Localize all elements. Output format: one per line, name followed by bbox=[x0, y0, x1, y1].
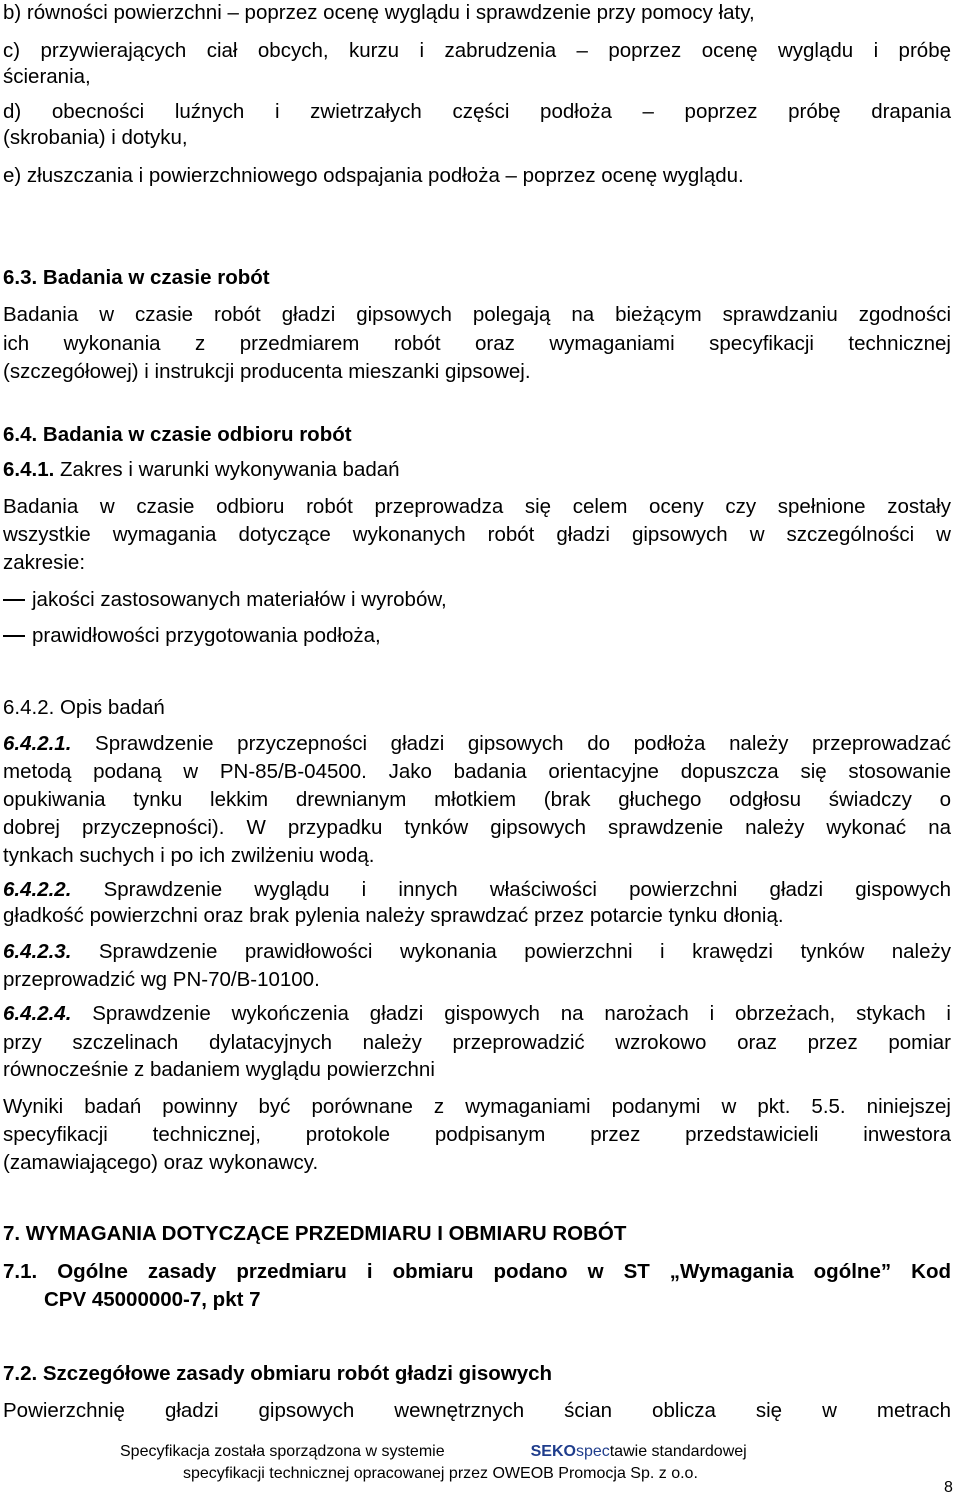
item-number: 6.4.2.4. bbox=[3, 1002, 72, 1025]
bullet-dash bbox=[3, 635, 25, 637]
footer-line-1 bbox=[120, 1444, 747, 1460]
paragraph-line bbox=[3, 942, 951, 963]
list-item-e: e) złuszczania i powierzchniowego odspajania podłoża – poprzez ocenę wyglądu. bbox=[3, 164, 744, 187]
paragraph-line: (szczegółowej) i instrukcji producenta mieszanki gipsowej. bbox=[3, 360, 531, 383]
paragraph-line: (zamawiającego) oraz wykonawcy. bbox=[3, 1151, 319, 1174]
item-number: 6.4.2.1. bbox=[3, 732, 72, 755]
subsection-heading-6-4-2: 6.4.2. Opis badań bbox=[3, 696, 165, 719]
section-heading-6-4: 6.4. Badania w czasie odbioru robót bbox=[3, 423, 352, 446]
page-number: 8 bbox=[944, 1479, 953, 1496]
subsection-title: Zakres i warunki wykonywania badań bbox=[54, 458, 400, 481]
list-item-c: c) przywierających ciał obcych, kurzu i zabrudzenia – poprzez ocenę wyglądu i próbę bbox=[3, 39, 951, 62]
paragraph-line bbox=[3, 1004, 951, 1025]
footer-text: tawie standardowej bbox=[609, 1443, 747, 1460]
item-text: Sprawdzenie wykończenia gładzi gispowych na narożach i obrzeżach, stykach i bbox=[71, 1002, 951, 1025]
subsection-number: 6.4.1. bbox=[3, 458, 55, 481]
footer-text: Specyfikacja została sporządzona w systemie bbox=[120, 1443, 445, 1460]
item-text: Sprawdzenie prawidłowości wykonania powierzchni i krawędzi tynków należy bbox=[71, 940, 951, 963]
paragraph-line: Badania w czasie robót gładzi gipsowych polegają na bieżącym sprawdzaniu zgodności bbox=[3, 303, 951, 326]
bullet-dash bbox=[3, 599, 25, 601]
list-item-d-cont: (skrobania) i dotyku, bbox=[3, 126, 188, 149]
item-text: Sprawdzenie wyglądu i innych właściwości powierzchni gładzi gispowych bbox=[71, 878, 951, 901]
paragraph-line: metodą podaną w PN-85/B-04500. Jako badania orientacyjne dopuszcza się stosowanie bbox=[3, 760, 951, 783]
paragraph-line: tynkach suchych i po ich zwilżeniu wodą. bbox=[3, 844, 375, 867]
sekospec-logo-suffix: spec bbox=[575, 1443, 610, 1460]
list-item-d: d) obecności luźnych i zwietrzałych części podłoża – poprzez próbę drapania bbox=[3, 100, 951, 123]
paragraph-line: Powierzchnię gładzi gipsowych wewnętrznych ścian oblicza się w metrach bbox=[3, 1399, 951, 1422]
paragraph-line: Badania w czasie odbioru robót przeprowadza się celem oceny czy spełnione zostały bbox=[3, 495, 951, 518]
item-number: 6.4.2.2. bbox=[3, 878, 72, 901]
item-number: 6.4.2.3. bbox=[3, 940, 72, 963]
section-heading-7: 7. WYMAGANIA DOTYCZĄCE PRZEDMIARU I OBMIARU ROBÓT bbox=[3, 1222, 627, 1245]
paragraph-line: gładkość powierzchni oraz brak pylenia należy sprawdzać przez potarcie tynku dłonią. bbox=[3, 904, 784, 927]
sekospec-logo: SEKO bbox=[530, 1443, 576, 1460]
section-heading-6-3: 6.3. Badania w czasie robót bbox=[3, 266, 270, 289]
paragraph-line: wszystkie wymagania dotyczące wykonanych robót gładzi gipsowych w szczególności w bbox=[3, 523, 951, 546]
paragraph-line: dobrej przyczepności). W przypadku tynków gipsowych sprawdzenie należy wykonać na bbox=[3, 816, 951, 839]
list-item-c-cont: ścierania, bbox=[3, 65, 91, 88]
paragraph-line: ich wykonania z przedmiarem robót oraz wymaganiami specyfikacji technicznej bbox=[3, 332, 951, 355]
paragraph-line: opukiwania tynku lekkim drewnianym młotkiem (brak głuchego odgłosu świadczy o bbox=[3, 788, 951, 811]
bullet-item: jakości zastosowanych materiałów i wyrobów, bbox=[32, 588, 447, 611]
footer-line-2: specyfikacji technicznej opracowanej przez OWEOB Promocja Sp. z o.o. bbox=[183, 1465, 698, 1482]
section-heading-7-1-cont: CPV 45000000-7, pkt 7 bbox=[44, 1288, 261, 1311]
list-item-b: b) równości powierzchni – poprzez ocenę wyglądu i sprawdzenie przy pomocy łaty, bbox=[3, 1, 755, 24]
item-text: Sprawdzenie przyczepności gładzi gipsowych do podłoża należy przeprowadzać bbox=[71, 732, 951, 755]
paragraph-line: Wyniki badań powinny być porównane z wymaganiami podanymi w pkt. 5.5. niniejszej bbox=[3, 1095, 951, 1118]
paragraph-line: specyfikacji technicznej, protokole podpisanym przez przedstawicieli inwestora bbox=[3, 1123, 951, 1146]
paragraph-line bbox=[3, 734, 951, 755]
paragraph-line: równocześnie z badaniem wyglądu powierzchni bbox=[3, 1058, 435, 1081]
paragraph-line: przy szczelinach dylatacyjnych należy przeprowadzić wzrokowo oraz przez pomiar bbox=[3, 1031, 951, 1054]
paragraph-line bbox=[3, 880, 951, 901]
bullet-item: prawidłowości przygotowania podłoża, bbox=[32, 624, 381, 647]
paragraph-line: przeprowadzić wg PN-70/B-10100. bbox=[3, 968, 320, 991]
paragraph-line: zakresie: bbox=[3, 551, 86, 574]
section-heading-7-2: 7.2. Szczegółowe zasady obmiaru robót gładzi gisowych bbox=[3, 1362, 553, 1385]
subsection-heading-6-4-1 bbox=[3, 460, 400, 481]
section-heading-7-1: 7.1. Ogólne zasady przedmiaru i obmiaru podano w ST „Wymagania ogólne” Kod bbox=[3, 1260, 951, 1283]
